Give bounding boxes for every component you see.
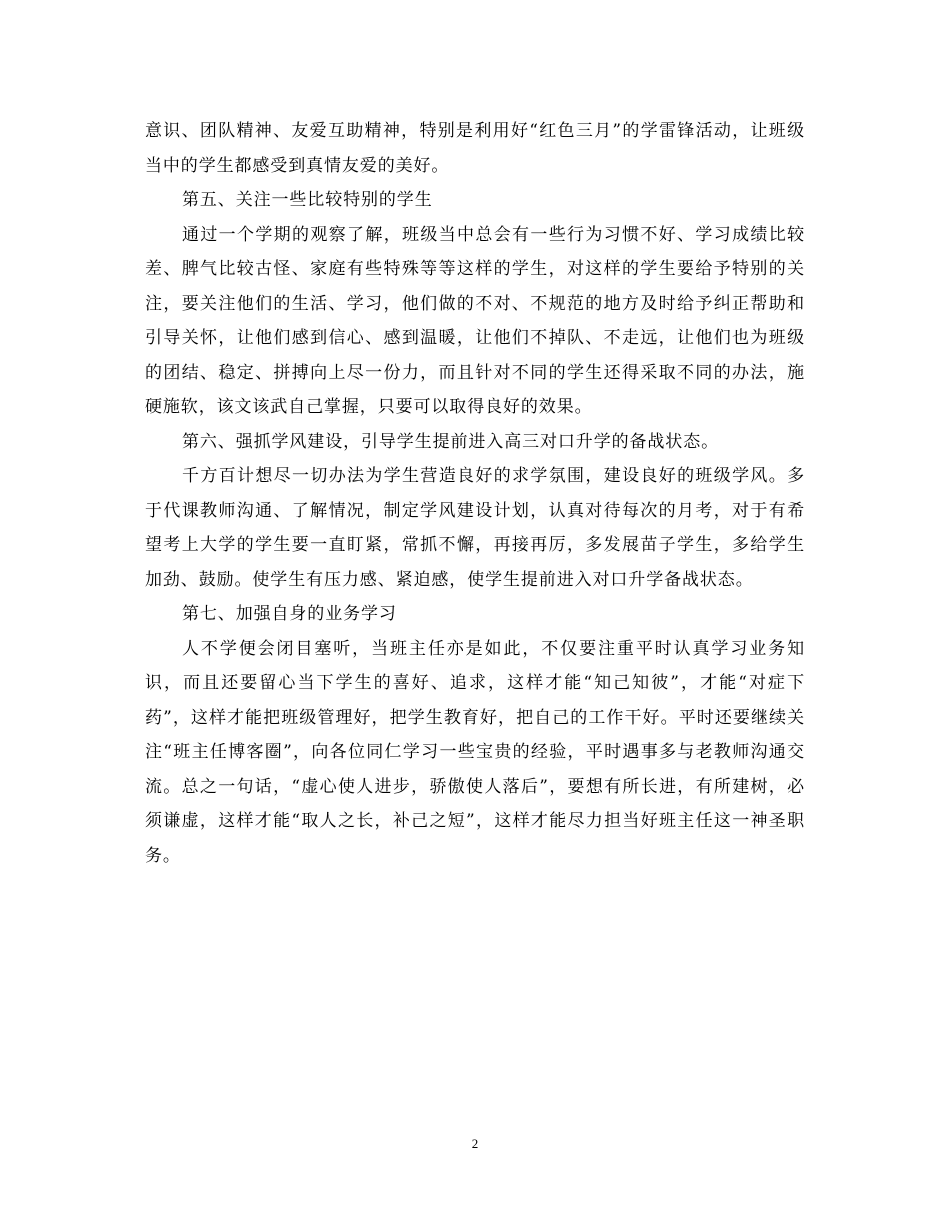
section-heading-seventh: 第七、加强自身的业务学习 [182,604,397,624]
section-heading-sixth: 第六、强抓学风建设，引导学生提前进入高三对口升学的备战状态。 [182,431,719,452]
document-body [145,114,805,873]
paragraph-special-students: 通过一个学期的观察了解，班级当中总会有一些行为习惯不好、学习成绩比较差、脾气比较古怪、家庭有些特殊等等这样的学生，对这样的学生要给予特别的关注，要关注他们的生活、学习，他们做的不对、不规范的地方及时给予纠正帮助和引导关怀，让他们感到信心、感到温暖，让他们不掉队、不走远，让他们也为班级的团结、稳定、拼搏向上尽一份力，而且针对不同的学生还得采取不同的办法，施硬施软，该文该武自己掌握，只要可以取得良好的效果。 [145,224,805,417]
paragraph-study-style: 千方百计想尽一切办法为学生营造良好的求学氛围，建设良好的班级学风。多于代课教师沟通、了解情况，制定学风建设计划，认真对待每次的月考，对于有希望考上大学的学生要一直盯紧，常抓不懈，再接再厉，多发展苗子学生，多给学生加劲、鼓励。使学生有压力感、紧迫感，使学生提前进入对口升学备战状态。 [145,466,805,590]
page-number: 2 [471,1136,479,1151]
paragraph-continuation: 意识、团队精神、友爱互助精神，特别是利用好“红色三月”的学雷锋活动，让班级当中的学生都感受到真情友爱的美好。 [145,121,805,176]
section-heading-fifth: 第五、关注一些比较特别的学生 [182,190,433,210]
paragraph-self-learning: 人不学便会闭目塞听，当班主任亦是如此，不仅要注重平时认真学习业务知识，而且还要留心当下学生的喜好、追求，这样才能“知己知彼”，才能“对症下药”，这样才能把班级管理好，把学生教育好，把自己的工作干好。平时还要继续关注“班主任博客圈”，向各位同仁学习一些宝贵的经验，平时遇事多与老教师沟通交流。总之一句话，“虚心使人进步，骄傲使人落后”，要想有所长进，有所建树，必须谦虚，这样才能“取人之长，补己之短”，这样才能尽力担当好班主任这一神圣职务。 [145,638,805,866]
